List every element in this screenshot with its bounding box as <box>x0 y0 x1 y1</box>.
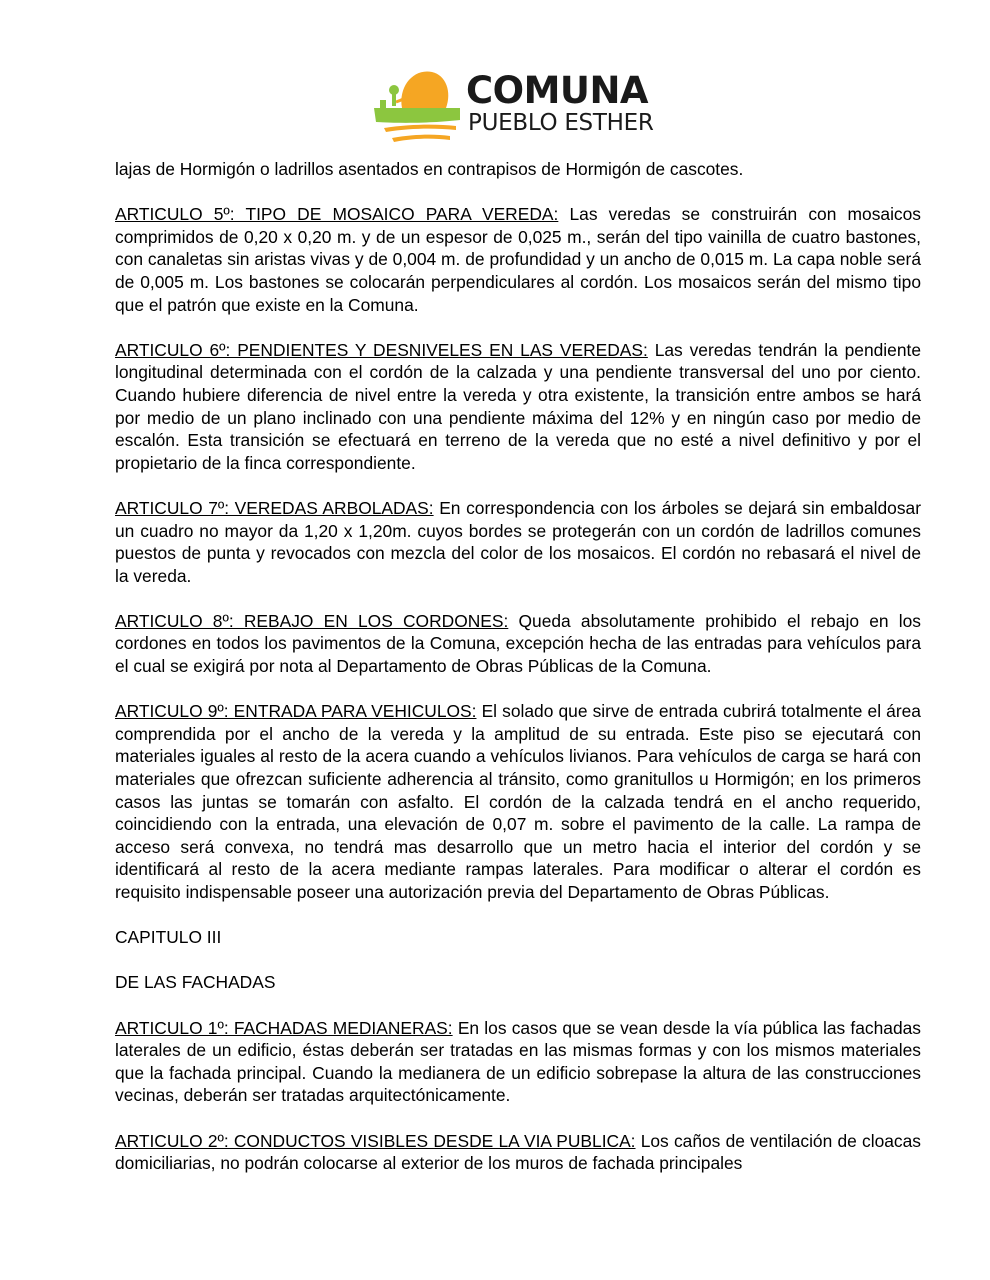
article-text: En los casos que se vean desde la vía pública las fachadas laterales de un edificio, éstas deberán ser tratadas en las mismas formas y con los mismos materiales que la fachada principal. Cuando la medianera de un edificio sobrepase la altura de las construcciones vecinas, deberán ser tratadas arquitectónicamente. <box>115 1017 922 1106</box>
paragraph-0 <box>115 158 921 181</box>
article-text: Queda absolutamente prohibido el rebajo en los cordones en todos los pavimentos de la Comuna, excepción hecha de las entradas para vehículos para el cual se exigirá por nota al Departamento de Obras Públicas de la Comuna. <box>115 610 921 677</box>
chapter-name: DE LAS FACHADAS <box>115 972 276 993</box>
article-heading: ARTICULO 1º: FACHADAS MEDIANERAS: <box>115 1017 453 1038</box>
article-6 <box>115 339 921 475</box>
article-heading: ARTICULO 6º: PENDIENTES Y DESNIVELES EN LAS VEREDAS: <box>115 339 648 360</box>
article-heading: ARTICULO 2º: CONDUCTOS VISIBLES DESDE LA VIA PUBLICA: <box>115 1130 636 1151</box>
article-9 <box>115 700 921 903</box>
chapter-subtitle <box>115 971 921 994</box>
article-heading: ARTICULO 5º: TIPO DE MOSAICO PARA VEREDA: <box>115 204 559 225</box>
article-1-fachadas <box>115 1017 921 1107</box>
article-text: El solado que sirve de entrada cubrirá totalmente el área comprendida por el ancho de la vereda y la amplitud de su entrada. Este piso se ejecutará con materiales iguales al resto de la acera cuando a vehículos livianos. Para vehículos de carga se hará con materiales que ofrezcan suficiente adherencia al tránsito, como granitullos u Hormigón; en los primeros casos las juntas se tomarán con asfalto. El cordón de la calzada tendrá en el ancho requerido, coincidiendo con la entrada, una elevación de 0,07 m. sobre el pavimento de la calle. La rampa de acceso será convexa, no tendrá mas desarrollo que un metro hacia el interior del cordón y se identificará al resto de la acera mediante rampas laterales. Para modificar o alterar el cordón es requisito indispensable poseer una autorización previa del Departamento de Obras Públicas. <box>115 701 921 902</box>
article-8 <box>115 610 921 678</box>
comuna-logo <box>372 62 672 157</box>
article-5 <box>115 203 921 316</box>
article-7 <box>115 497 921 587</box>
chapter-label: CAPITULO III <box>115 927 222 948</box>
paragraph-text: lajas de Hormigón o ladrillos asentados en contrapisos de Hormigón de cascotes. <box>115 159 744 179</box>
chapter-title <box>115 926 921 949</box>
article-heading: ARTICULO 7º: VEREDAS ARBOLADAS: <box>115 497 434 518</box>
document-body <box>115 158 921 1175</box>
article-heading: ARTICULO 9º: ENTRADA PARA VEHICULOS: <box>115 701 477 722</box>
article-text: Las veredas se construirán con mosaicos comprimidos de 0,20 x 0,20 m. y de un espesor de 0,025 m., serán del tipo vainilla de cuatro bastones, con canaletas sin aristas vivas y de 0,004 m. de profundidad y un ancho de 0,015 m. La capa noble será de 0,005 m. Los bastones se colocarán perpendiculares al cordón. Los mosaicos serán del mismo tipo que el patrón que existe en la Comuna. <box>115 204 921 315</box>
article-text: Las veredas tendrán la pendiente longitudinal determinada con el cordón de la calzada y una pendiente transversal del uno por ciento. Cuando hubiere diferencia de nivel entre la vereda y otra existente, la transición entre ambos se hará por medio de un plano inclinado con una pendiente máxima del 12% y en ningún caso por medio de escalón. Esta transición se efectuará en terreno de la vereda que no esté a nivel definitivo y por el propietario de la finca correspondiente. <box>115 339 922 473</box>
sun-field-emblem-icon <box>372 62 464 157</box>
logo-subtitle: PUEBLO ESTHER <box>468 110 654 136</box>
article-text: Los caños de ventilación de cloacas domiciliarias, no podrán colocarse al exterior de los muros de fachada principales <box>115 1130 921 1174</box>
article-2-conductos <box>115 1130 921 1175</box>
article-heading: ARTICULO 8º: REBAJO EN LOS CORDONES: <box>115 610 509 631</box>
logo-title: COMUNA <box>466 69 649 112</box>
article-text: En correspondencia con los árboles se dejará sin embaldosar un cuadro no mayor da 1,20 x 1,20m. cuyos bordes se protegerán con un cordón de ladrillos comunes puestos de punta y revocados con mezcla del color de los mosaicos. El cordón no rebasará el nivel de la vereda. <box>115 497 921 586</box>
